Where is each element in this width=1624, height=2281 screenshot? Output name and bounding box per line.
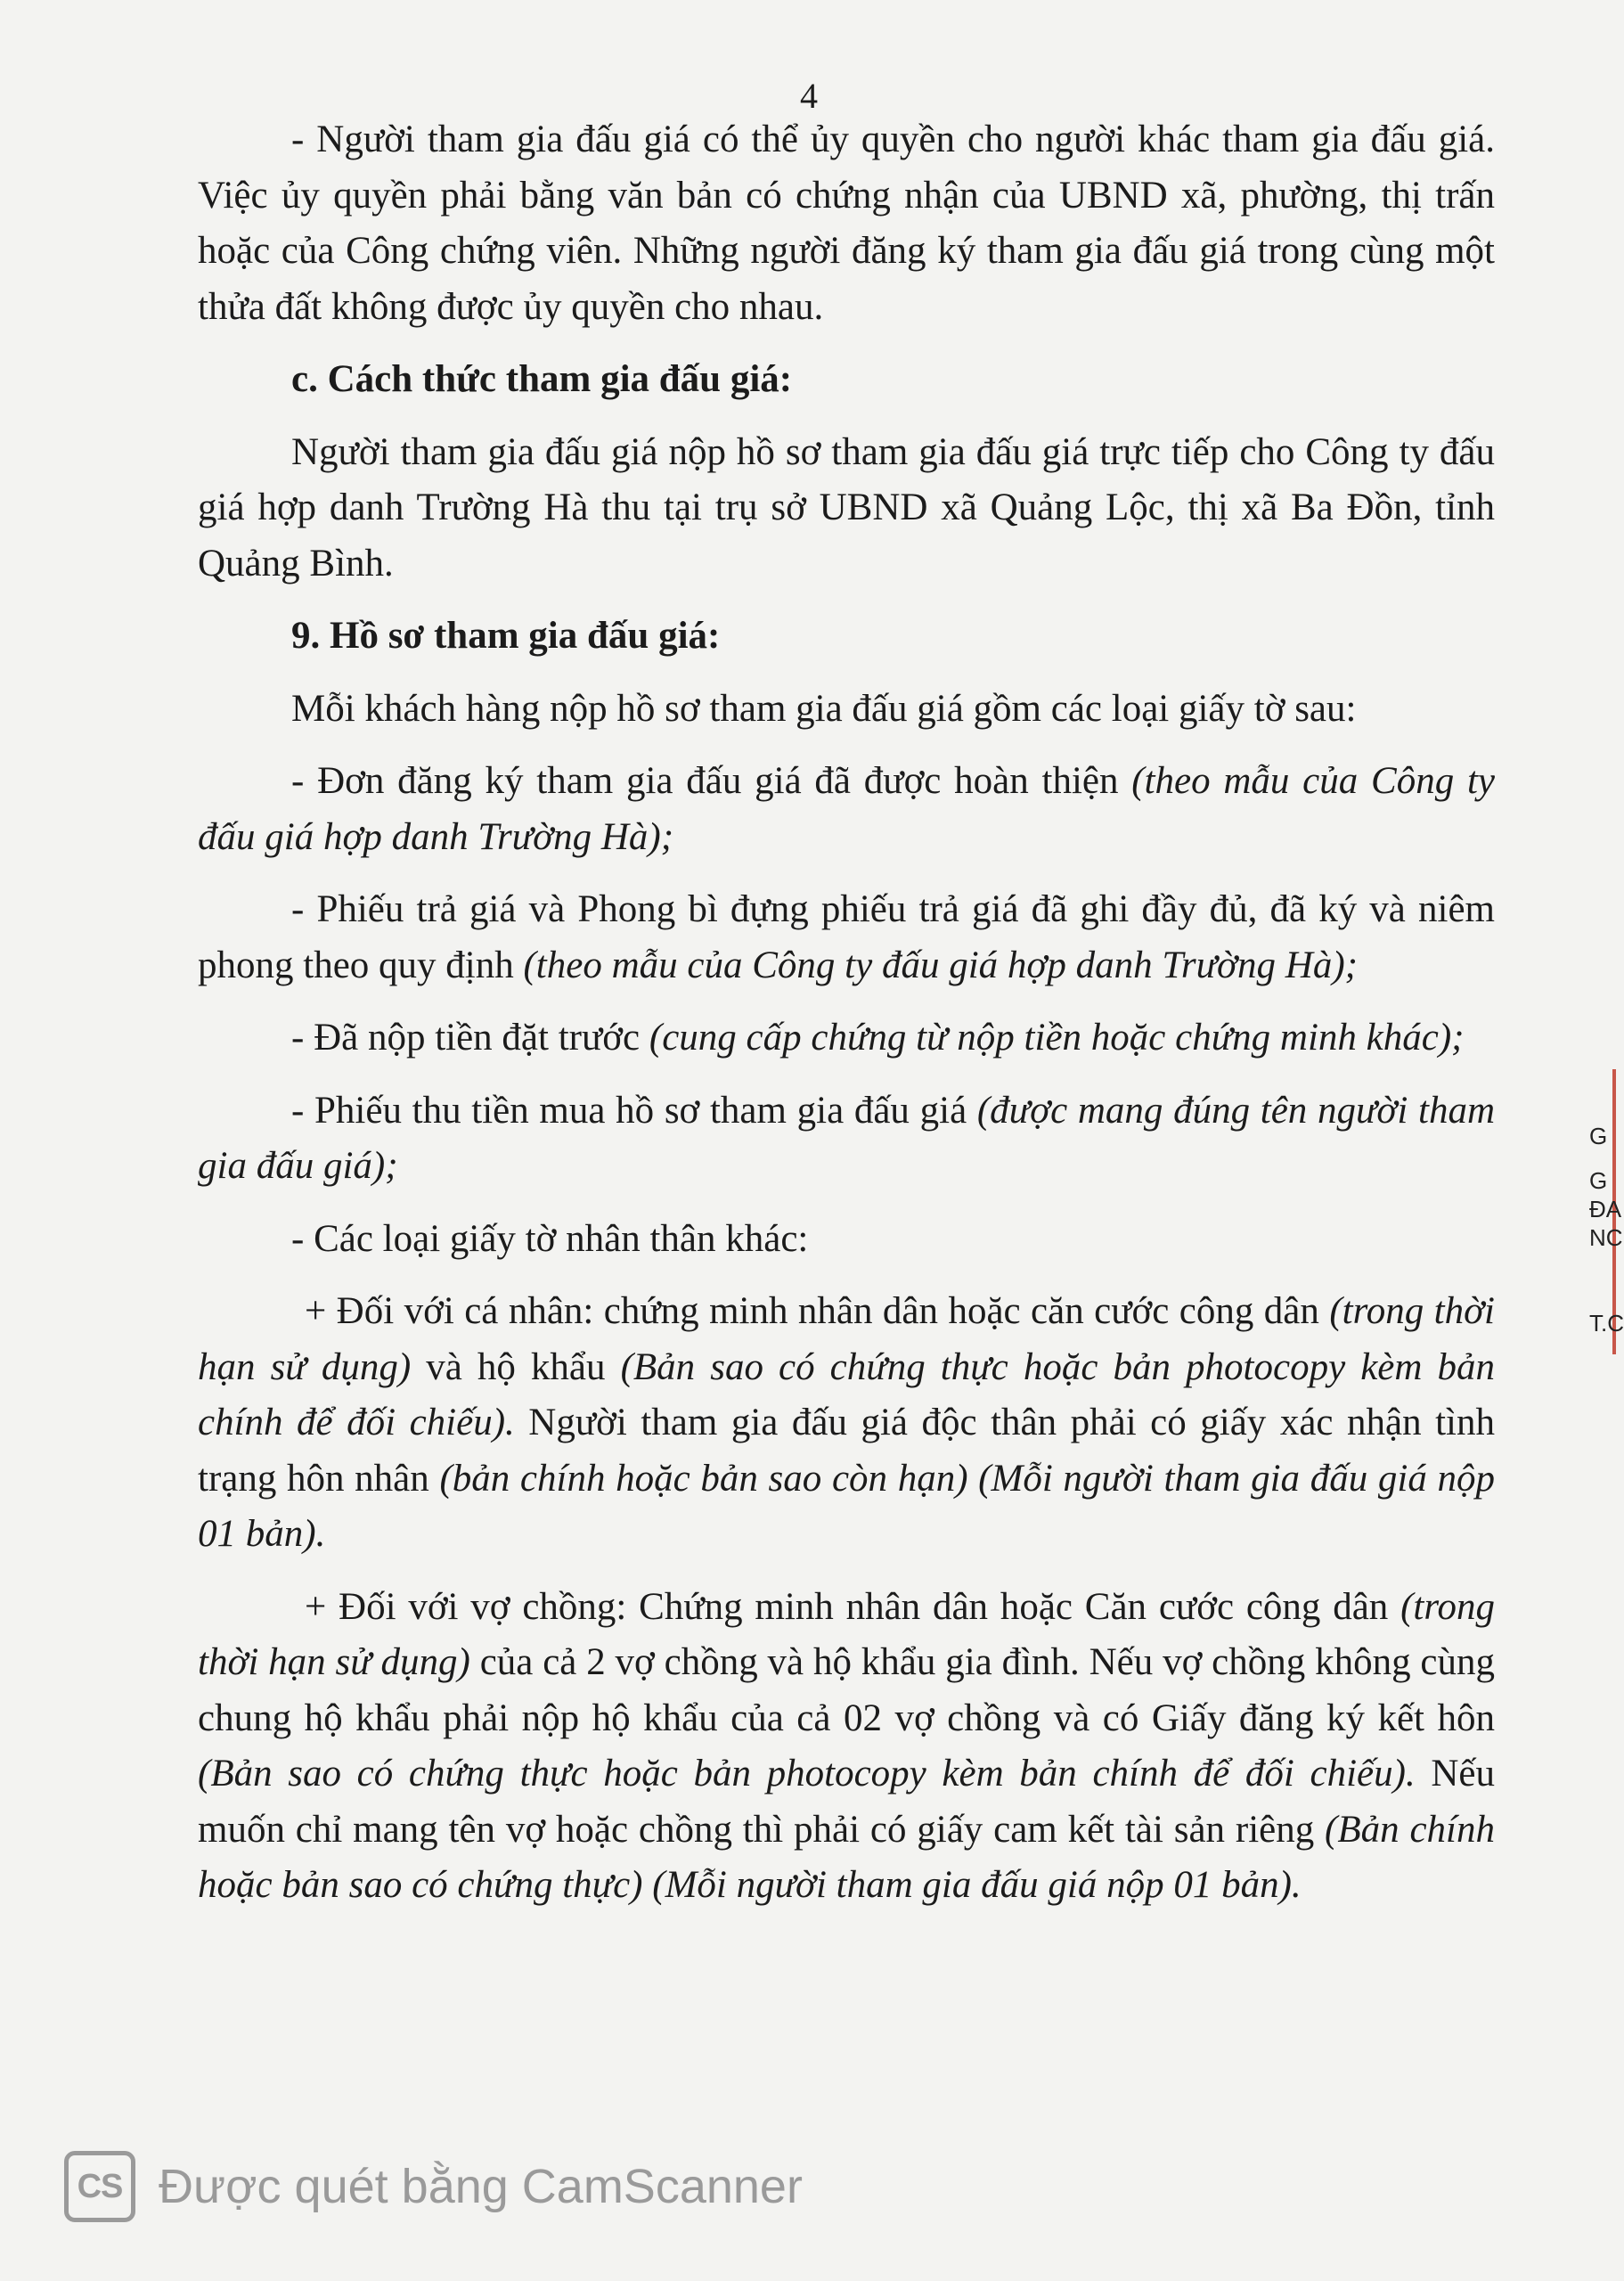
text-run: của cả 2 vợ chồng và hộ khẩu gia đình. Nếu vợ chồng không cùng chung hộ khẩu phải nộp hộ khẩu của cả 02 vợ chồng và có Giấy đăng ký kết hôn — [198, 1641, 1495, 1739]
list-item-text: - Đã nộp tiền đặt trước — [291, 1017, 649, 1059]
italic-run: (Bản sao có chứng thực hoặc bản photocopy kèm bản chính để đối chiếu). — [198, 1753, 1416, 1795]
camscanner-watermark — [64, 2149, 803, 2224]
edge-fragment: G — [1589, 1123, 1608, 1149]
italic-run: (Bản sao có chứng thực hoặc bản photocopy kèm bản chính để đối chiếu). — [198, 1345, 1496, 1443]
italic-run: (Bản chính hoặc bản sao có chứng thực) (Mỗi người tham gia đấu giá nộp 01 bản). — [198, 1808, 1495, 1906]
edge-fragment: NC — [1589, 1224, 1623, 1251]
paragraph-authorization: - Người tham gia đấu giá có thể ủy quyền cho người khác tham gia đấu giá. Việc ủy quyền phải bằng văn bản có chứng nhận của UBND xã, phường, thị trấn hoặc của Công chứng viên. Những người đăng ký tham gia đấu giá trong cùng một thửa đất không được ủy quyền cho nhau. — [198, 119, 1495, 328]
list-item-personal-papers: - Các loại giấy tờ nhân thân khác: — [291, 1217, 809, 1260]
italic-run: (trong thời hạn sử dụng) — [198, 1290, 1496, 1388]
edge-fragment: G — [1589, 1167, 1608, 1194]
italic-run: (bản chính hoặc bản sao còn hạn) (Mỗi người tham gia đấu giá nộp 01 bản). — [198, 1457, 1495, 1555]
paragraph-dossier-intro: Mỗi khách hàng nộp hồ sơ tham gia đấu giá gồm các loại giấy tờ sau: — [291, 687, 1357, 730]
list-item-registration-form — [198, 754, 1495, 865]
paragraph-submission: Người tham gia đấu giá nộp hồ sơ tham gia đấu giá trực tiếp cho Công ty đấu giá hợp danh Trường Hà thu tại trụ sở UBND xã Quảng Lộc, thị xã Ba Đồn, tỉnh Quảng Bình. — [198, 430, 1495, 585]
list-item-note: (được mang đúng tên người tham gia đấu giá); — [198, 1089, 1495, 1187]
list-item-bid-slip — [198, 882, 1495, 993]
heading-participation-method: c. Cách thức tham gia đấu giá: — [291, 358, 793, 400]
list-item-note: (cung cấp chứng từ nộp tiền hoặc chứng minh khác); — [649, 1017, 1465, 1059]
list-item-text: - Phiếu thu tiền mua hồ sơ tham gia đấu giá — [291, 1089, 977, 1132]
edge-fragment: T.C — [1589, 1310, 1624, 1337]
bleed-through-edge-text — [1582, 1034, 1624, 1372]
text-run: + Đối với cá nhân: chứng minh nhân dân hoặc căn cước công dân — [305, 1290, 1330, 1332]
sub-item-couple — [198, 1580, 1495, 1914]
italic-run: (trong thời hạn sử dụng) — [198, 1585, 1495, 1683]
text-run: Người tham gia đấu giá độc thân phải có giấy xác nhận tình trạng hôn nhân — [198, 1402, 1495, 1500]
list-item-text: - Phiếu trả giá và Phong bì đựng phiếu trả giá đã ghi đầy đủ, đã ký và niêm phong theo quy định — [198, 888, 1495, 986]
sub-item-individual — [198, 1284, 1495, 1563]
watermark-text: Được quét bằng CamScanner — [159, 2160, 803, 2213]
list-item-text: - Đơn đăng ký tham gia đấu giá đã được hoàn thiện — [291, 760, 1132, 802]
list-item-receipt — [198, 1083, 1495, 1195]
page-number: 4 — [800, 76, 818, 116]
text-run: Nếu muốn chỉ mang tên vợ hoặc chồng thì phải có giấy cam kết tài sản riêng — [198, 1753, 1496, 1851]
list-item-note: (theo mẫu của Công ty đấu giá hợp danh Trường Hà); — [523, 944, 1358, 986]
text-run: và hộ khẩu — [411, 1345, 621, 1388]
document-body — [198, 112, 1495, 1931]
edge-fragment: ĐA — [1589, 1196, 1622, 1222]
heading-dossier: 9. Hồ sơ tham gia đấu giá: — [291, 615, 721, 657]
list-item-note: (theo mẫu của Công ty đấu giá hợp danh Trường Hà); — [198, 760, 1495, 858]
camscanner-logo-icon: CS — [64, 2151, 135, 2222]
list-item-deposit — [198, 1010, 1495, 1067]
text-run: + Đối với vợ chồng: Chứng minh nhân dân hoặc Căn cước công dân — [305, 1585, 1401, 1628]
